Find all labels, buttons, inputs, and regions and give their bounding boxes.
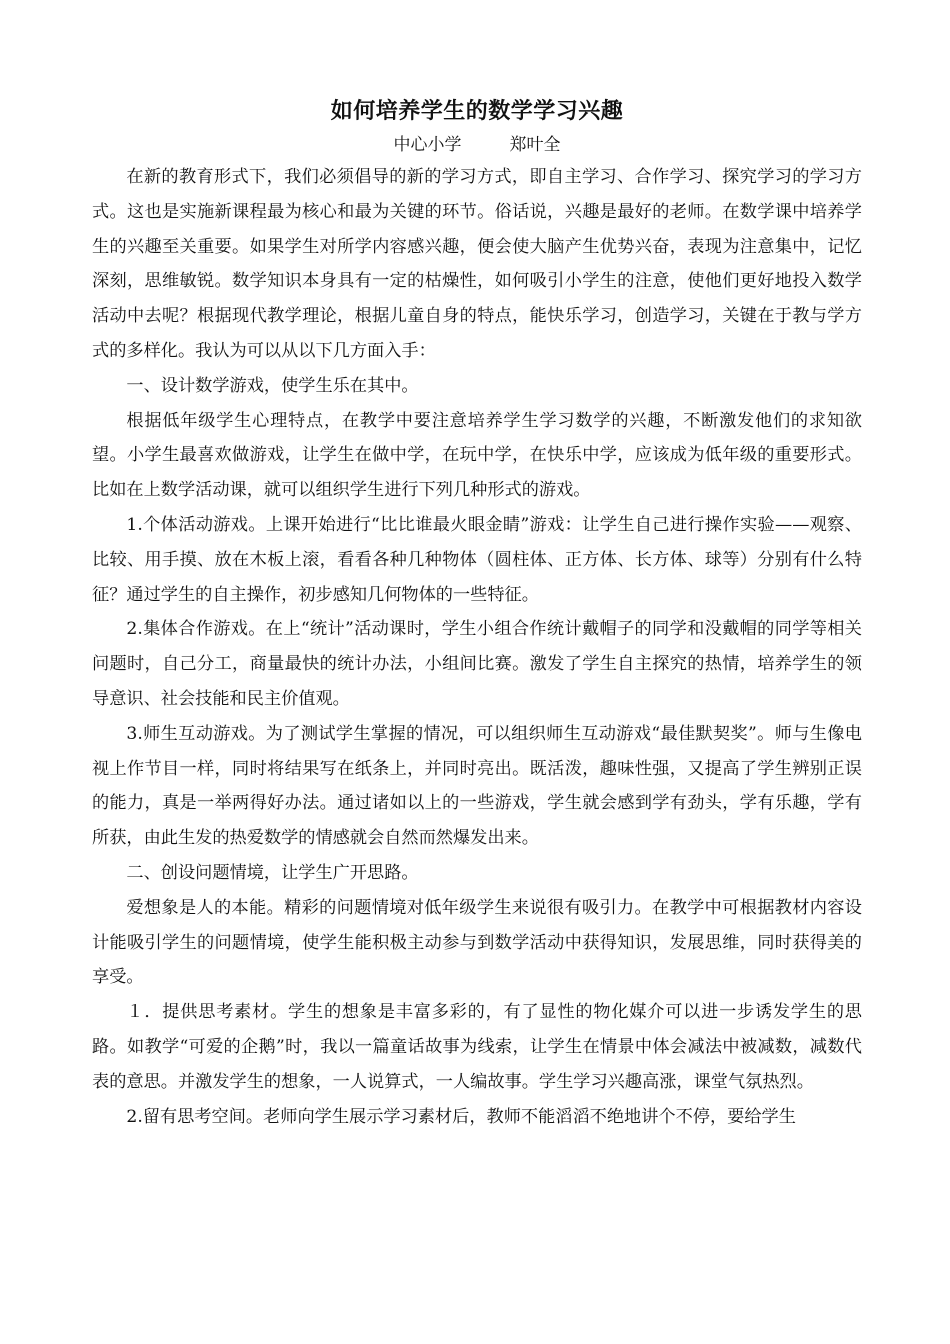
paragraph-section-2: 爱想象是人的本能。精彩的问题情境对低年级学生来说很有吸引力。在教学中可根据教材内容设计能吸引学生的问题情境，使学生能积极主动参与到数学活动中获得知识，发展思维，同时获得美的享受。 xyxy=(92,897,862,988)
paragraph-section-1: 根据低年级学生心理特点，在教学中要注意培养学生学习数学的兴趣，不断激发他们的求知欲望。小学生最喜欢做游戏，让学生在做中学，在玩中学，在快乐中学，应该成为低年级的重要形式。比如在上数学活动课，就可以组织学生进行下列几种形式的游戏。 xyxy=(92,410,862,501)
section-heading-1: 一、设计数学游戏，使学生乐在其中。 xyxy=(126,375,419,396)
byline xyxy=(92,130,862,160)
section-heading-2: 二、创设问题情境，让学生广开思路。 xyxy=(126,862,419,883)
author-name: 郑叶全 xyxy=(509,135,561,155)
paragraph-game-1: 1.个体活动游戏。上课开始进行“比比谁最火眼金睛”游戏：让学生自己进行操作实验——观察、比较、用手摸、放在木板上滚，看看各种几种物体（圆柱体、正方体、长方体、球等）分别有什么特征？通过学生的自主操作，初步感知几何物体的一些特征。 xyxy=(92,514,862,605)
school-name: 中心小学 xyxy=(393,135,462,155)
paragraph-point-1: １．提供思考素材。学生的想象是丰富多彩的，有了显性的物化媒介可以进一步诱发学生的思路。如教学“可爱的企鹅”时，我以一篇童话故事为线索，让学生在情景中体会减法中被减数，减数代表的意思。并激发学生的想象，一人说算式，一人编故事。学生学习兴趣高涨，课堂气氛热烈。 xyxy=(92,1002,862,1092)
paragraph-game-2: 2.集体合作游戏。在上“统计”活动课时，学生小组合作统计戴帽子的同学和没戴帽的同学等相关问题时，自己分工，商量最快的统计办法，小组间比赛。激发了学生自主探究的热情，培养学生的领导意识、社会技能和民主价值观。 xyxy=(92,619,862,709)
paragraph-game-3: 3.师生互动游戏。为了测试学生掌握的情况，可以组织师生互动游戏“最佳默契奖”。师与生像电视上作节目一样，同时将结果写在纸条上，并同时亮出。既活泼，趣味性强，又提高了学生辨别正误的能力，真是一举两得好办法。通过诸如以上的一些游戏，学生就会感到学有劲头，学有乐趣，学有所获，由此生发的热爱数学的情感就会自然而然爆发出来。 xyxy=(92,723,862,849)
document-body xyxy=(92,94,862,1134)
document-title: 如何培养学生的数学学习兴趣 xyxy=(330,98,624,124)
paragraph-intro: 在新的教育形式下，我们必须倡导的新的学习方式，即自主学习、合作学习、探究学习的学习方式。这也是实施新课程最为核心和最为关键的环节。俗话说，兴趣是最好的老师。在数学课中培养学生的兴趣至关重要。如果学生对所学内容感兴趣，便会使大脑产生优势兴奋，表现为注意集中，记忆深刻，思维敏锐。数学知识本身具有一定的枯燥性，如何吸引小学生的注意，使他们更好地投入数学活动中去呢？根据现代教学理论，根据儿童自身的特点，能快乐学习，创造学习，关键在于教与学方式的多样化。我认为可以从以下几方面入手： xyxy=(92,167,862,361)
paragraph-point-2: 2.留有思考空间。老师向学生展示学习素材后，教师不能滔滔不绝地讲个不停，要给学生 xyxy=(126,1106,796,1127)
